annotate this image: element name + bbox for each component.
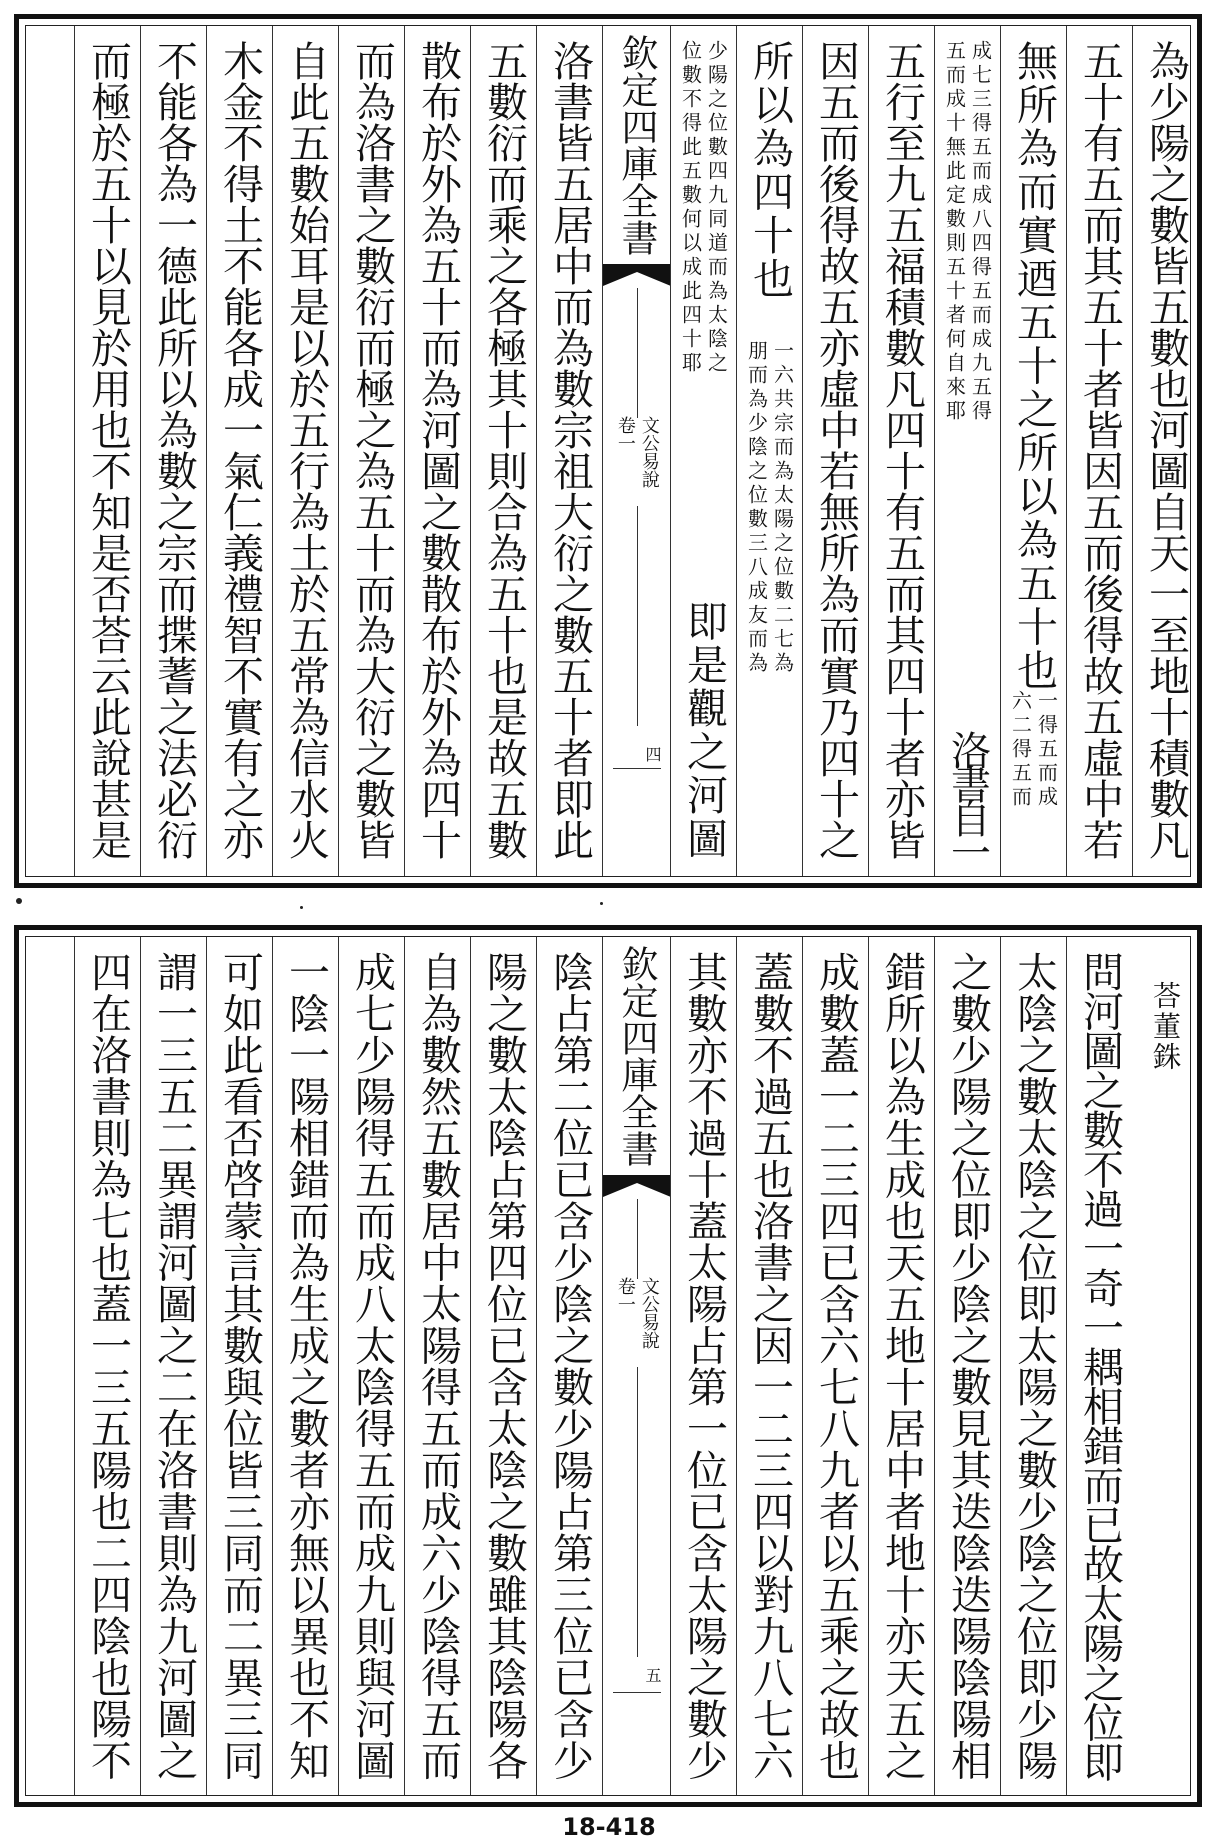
top-text-column-14 [206,26,272,876]
top-margin-column [26,26,74,876]
scan-speck [300,906,303,909]
annotation-right: 一得五而成 [1034,690,1059,810]
top-text-column-1 [1132,26,1191,876]
column-text: 之數少陽之位即少陰之數見其迭陰迭陽陰陽相 [944,951,992,1781]
column-text: 自此五數始耳是以於五行為土於五常為信水火 [282,40,330,860]
bottom-text-column-10 [404,937,470,1795]
bottom-text-column-4 [868,937,934,1795]
annotation-left: 五而成十無此定數則五十者何自來耶 [942,40,967,424]
column-text: 其數亦不過十蓋太陽占第一位已含太陽之數少 [680,951,728,1781]
column-text: 可如此看否啓蒙言其數與位皆三同而二異三同 [216,951,264,1781]
column-text: 陽之數太陰占第四位已含太陰之數雖其陰陽各 [480,951,528,1781]
column-text: 四在洛書則為七也蓋一三五陽也二四陰也陽不 [84,951,132,1781]
column-text: 一陰一陽相錯而為生成之數者亦無以異也不知 [282,951,330,1781]
column-text: 太陰之數太陰之位即太陽之數少陰之位即少陽 [1010,951,1058,1781]
bottom-page-panel [14,925,1202,1807]
center-juan-label: 卷一 [614,416,636,452]
top-text-column-10 [470,26,536,876]
top-page-frame [25,25,1191,877]
top-text-column-11 [404,26,470,876]
bottom-text-column-5 [802,937,868,1795]
top-page-panel [14,14,1202,888]
top-text-column-8 [670,26,736,876]
bottom-page-frame [25,936,1191,1796]
top-text-column-15 [140,26,206,876]
top-text-column-5 [868,26,934,876]
column-text: 五行至九五福積數凡四十有五而其四十者亦皆 [878,40,926,860]
bottom-text-column-15 [74,937,140,1795]
center-work-title: 文公易說 [638,1277,660,1349]
center-page-number: 五 [643,1667,662,1683]
column-text: 五十有五而其五十者皆因五而後得故五虛中若 [1076,40,1124,860]
bottom-text-column-3 [934,937,1000,1795]
center-book-title: 欽定四庫全書 [615,34,658,256]
column-text: 謂一三五二異謂河圖之二在洛書則為九河圖之 [150,951,198,1781]
column-text: 散布於外為五十而為河圖之數散布於外為四十 [414,40,462,860]
column-text: 不能各為一德此所以為數之宗而揲蓍之法必衍 [150,40,198,860]
bottom-margin-column [26,937,74,1795]
top-text-column-3 [1000,26,1066,876]
bottom-text-column-1 [1066,937,1132,1795]
scan-speck [600,902,603,905]
center-work-title: 文公易說 [638,416,660,488]
top-text-column-12 [338,26,404,876]
column-text: 即是觀之河圖 [680,600,728,861]
top-text-column-13 [272,26,338,876]
bottom-text-column-9 [470,937,536,1795]
annotation-left: 位數不得此五數何以成此四十耶 [678,40,703,376]
column-text: 洛書自一 [944,730,991,866]
annotation-right: 一六共宗而為太陽之位數二七為 [770,340,795,676]
top-text-column-6 [802,26,868,876]
top-text-column-9 [536,26,602,876]
column-text: 蓋數不過五也洛書之因一二三四以對九八七六 [746,951,794,1781]
center-juan-label: 卷一 [614,1277,636,1313]
column-text: 五數衍而乘之各極其十則合為五十也是故五數 [480,40,528,860]
bottom-center-strip [602,937,670,1795]
column-text: 所以為四十也 [746,40,794,301]
bottom-header-column [1132,937,1191,1795]
bottom-text-column-6 [736,937,802,1795]
top-text-column-16 [74,26,140,876]
annotation-left: 六二得五而 [1008,690,1033,810]
annotation-right: 成七三得五而成八四得五而成九五得 [968,40,993,424]
column-text: 錯所以為生成也天五地十居中者地十亦天五之 [878,951,926,1781]
fishtail-mark-icon [603,1175,670,1197]
column-text: 因五而後得故五亦虛中若無所為而實乃四十之 [812,40,860,860]
column-text: 而極於五十以見於用也不知是否荅云此說甚是 [84,40,132,860]
top-text-column-2 [1066,26,1132,876]
column-text: 木金不得土不能各成一氣仁義禮智不實有之亦 [216,40,264,860]
letter-heading: 荅董銖 [1149,981,1182,1073]
column-text: 成七少陽得五而成八太陰得五而成九則與河圖 [348,951,396,1781]
bottom-text-column-7 [670,937,736,1795]
fishtail-mark-icon [603,264,670,286]
bottom-text-column-12 [272,937,338,1795]
column-text: 問河圖之數不過一奇一耦相錯而已故太陽之位即 [1076,951,1124,1781]
column-text: 自為數然五數居中太陽得五而成六少陰得五而 [414,951,462,1781]
top-center-strip [602,26,670,876]
top-text-column-7 [736,26,802,876]
center-book-title: 欽定四庫全書 [615,945,658,1167]
column-text: 成數蓋一二三四已含六七八九者以五乘之故也 [812,951,860,1781]
annotation-right: 少陽之位數四九同道而為太陰之 [704,40,729,376]
scan-page-number: 18-418 [562,1813,656,1841]
annotation-left: 朋而為少陰之位數三八成友而為 [744,340,769,676]
column-text: 為少陽之數皆五數也河圖自天一至地十積數凡 [1142,40,1190,860]
top-text-column-4 [934,26,1000,876]
column-text: 洛書皆五居中而為數宗祖大衍之數五十者即此 [546,40,594,860]
column-text: 無所為而實迺五十之所以為五十也 [1010,40,1058,693]
column-text: 陰占第二位已含少陰之數少陽占第三位已含少 [546,951,594,1781]
bottom-text-column-11 [338,937,404,1795]
column-text: 而為洛書之數衍而極之為五十而為大衍之數皆 [348,40,396,860]
bottom-text-column-14 [140,937,206,1795]
scan-speck [16,898,22,904]
center-page-number: 四 [643,746,662,762]
bottom-text-column-2 [1000,937,1066,1795]
bottom-text-column-8 [536,937,602,1795]
bottom-text-column-13 [206,937,272,1795]
